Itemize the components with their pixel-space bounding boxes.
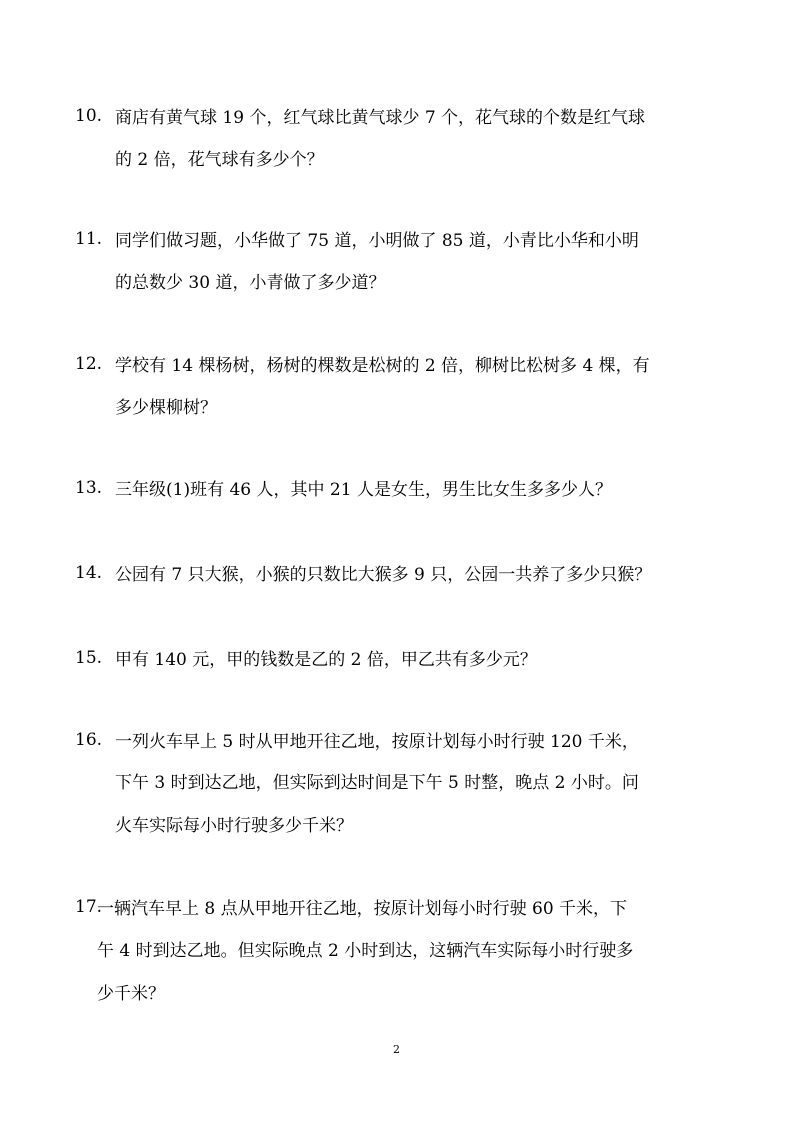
problem-text-line: 一列火车早上 5 时从甲地开往乙地，按原计划每小时行驶 120 千米， (115, 732, 639, 752)
problem-text-line: 下午 3 时到达乙地，但实际到达时间是下午 5 时整，晚点 2 小时。问 (115, 773, 639, 793)
problem-number: 13. (75, 478, 103, 498)
problem-text-line: 多少棵柳树？ (115, 398, 217, 418)
problem-number: 10. (75, 106, 103, 126)
problem-text-line: 午 4 时到达乙地。但实际晚点 2 小时到达，这辆汽车实际每小时行驶多 (97, 941, 634, 961)
problem-text-line: 公园有 7 只大猴，小猴的只数比大猴多 9 只，公园一共养了多少只猴？ (115, 565, 652, 585)
problem-number: 15. (75, 648, 103, 668)
problem-text-line: 的 2 倍，花气球有多少个？ (115, 150, 324, 170)
problem-text-line: 同学们做习题，小华做了 75 道，小明做了 85 道，小青比小华和小明 (115, 231, 639, 251)
problem-text-line: 商店有黄气球 19 个，红气球比黄气球少 7 个，花气球的个数是红气球 (115, 108, 646, 128)
problem-text-line: 三年级(1)班有 46 人，其中 21 人是女生，男生比女生多多少人？ (115, 480, 612, 500)
problem-text-line: 火车实际每小时行驶多少千米？ (115, 816, 353, 836)
problem-number: 14. (75, 563, 103, 583)
problem-number: 11. (75, 229, 103, 249)
problem-number: 12. (75, 354, 103, 374)
problem-number: 16. (75, 730, 103, 750)
page-number: 2 (393, 1043, 400, 1056)
problem-text-line: 一辆汽车早上 8 点从甲地开往乙地，按原计划每小时行驶 60 千米，下 (97, 899, 628, 919)
problem-text-line: 甲有 140 元，甲的钱数是乙的 2 倍，甲乙共有多少元？ (115, 650, 537, 670)
problem-text-line: 少千米？ (97, 984, 165, 1004)
problem-number: 17. (75, 897, 103, 917)
problem-text-line: 学校有 14 棵杨树，杨树的棵数是松树的 2 倍，柳树比松树多 4 棵，有 (115, 356, 650, 376)
problem-text-line: 的总数少 30 道，小青做了多少道？ (115, 273, 386, 293)
